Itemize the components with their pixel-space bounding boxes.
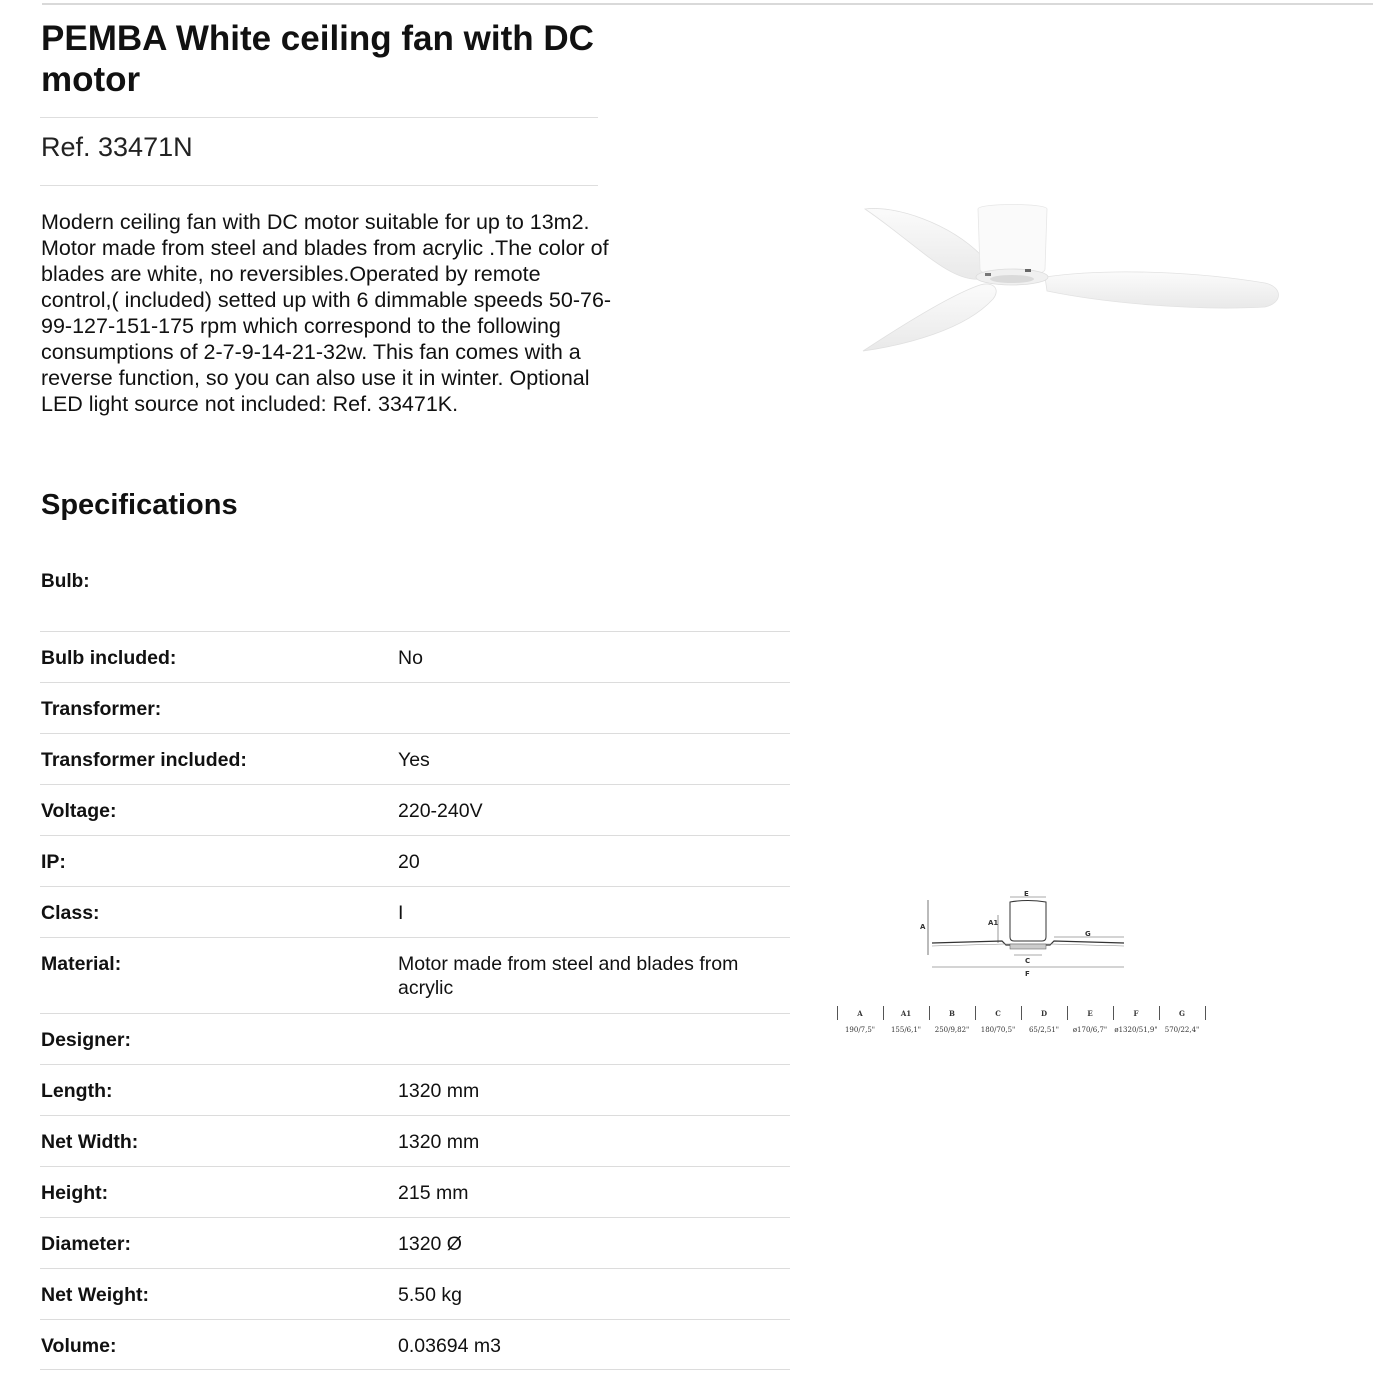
specifications-table <box>40 631 790 1370</box>
dimension-cell <box>929 1006 975 1035</box>
product-description: Modern ceiling fan with DC motor suitable for up to 13m2. Motor made from steel and blades from acrylic .The color of blades are white, no reversibles.Operated by remote control,( included) setted up with 6 dimmable speeds 50-76-99-127-151-175 rpm which correspond to the following consumptions of 2-7-9-14-21-32w. This fan comes with a reverse function, so you can also use it in winter. Optional LED light source not included: Ref. 33471K. <box>41 210 612 416</box>
spec-label: Transformer included: <box>41 749 247 771</box>
spec-value: 0.03694 m3 <box>398 1335 501 1357</box>
dimension-letter: F <box>1133 1009 1139 1018</box>
spec-row <box>40 1013 790 1064</box>
spec-value: 1320 Ø <box>398 1233 462 1255</box>
product-title: PEMBA White ceiling fan with DC motor <box>41 19 594 99</box>
spec-row <box>40 1064 790 1115</box>
specifications-heading: Specifications <box>41 489 238 521</box>
dimension-cell <box>1067 1006 1113 1035</box>
dimension-cell <box>1021 1006 1067 1035</box>
spec-value: I <box>398 902 404 924</box>
top-divider <box>42 3 1373 5</box>
spec-row <box>40 1319 790 1370</box>
dimension-tick <box>837 1006 838 1020</box>
spec-row <box>40 1115 790 1166</box>
spec-value: 1320 mm <box>398 1080 480 1102</box>
spec-row <box>40 733 790 784</box>
spec-value: Motor made from steel and blades from acrylic <box>398 953 739 999</box>
spec-value: 5.50 kg <box>398 1284 462 1306</box>
spec-value <box>398 1028 790 1064</box>
dimension-letter: D <box>1040 1009 1048 1018</box>
divider <box>40 185 598 186</box>
fan-dimension-diagram <box>918 885 1133 980</box>
spec-label: Bulb included: <box>41 647 177 669</box>
spec-row <box>40 1166 790 1217</box>
spec-value: No <box>398 647 423 669</box>
divider <box>40 117 598 118</box>
spec-value: 220-240V <box>398 800 483 822</box>
spec-row <box>40 1268 790 1319</box>
dimension-tick <box>883 1006 884 1020</box>
diagram-label-a: A <box>920 923 926 931</box>
diagram-label-c: C <box>1025 957 1031 965</box>
dimension-value: 155/6,1" <box>890 1026 922 1034</box>
spec-value: 1320 mm <box>398 1131 480 1153</box>
dimension-tick <box>1205 1006 1206 1020</box>
dimension-tick <box>975 1006 976 1020</box>
dimension-value: 570/22,4" <box>1164 1026 1200 1034</box>
dimension-letter: E <box>1087 1009 1093 1018</box>
spec-label: Net Weight: <box>41 1284 149 1306</box>
spec-label: Length: <box>41 1080 113 1102</box>
diagram-label-g: G <box>1085 930 1091 938</box>
spec-row <box>40 886 790 937</box>
spec-row <box>40 682 790 733</box>
dimension-tick <box>1113 1006 1114 1020</box>
spec-row <box>40 937 790 1013</box>
dimension-tick <box>1067 1006 1068 1020</box>
spec-row <box>40 784 790 835</box>
dimension-letter: C <box>995 1009 1001 1018</box>
dimension-letter: A1 <box>900 1009 912 1018</box>
dimension-letter: B <box>949 1009 955 1018</box>
dimension-value: 190/7,5" <box>844 1026 876 1034</box>
dimension-value: 180/70,5" <box>980 1026 1016 1034</box>
spec-row <box>40 631 790 682</box>
spec-label: Transformer: <box>41 698 162 720</box>
spec-label: Voltage: <box>41 800 117 822</box>
spec-value: 20 <box>398 851 420 873</box>
dimension-value: ø170/6,7" <box>1072 1026 1108 1034</box>
dimension-table <box>837 1006 1205 1036</box>
dimension-cell <box>975 1006 1021 1035</box>
spec-label: Height: <box>41 1182 109 1204</box>
spec-label: Diameter: <box>41 1233 131 1255</box>
spec-value: 215 mm <box>398 1182 469 1204</box>
diagram-label-e: E <box>1024 890 1029 898</box>
spec-label: Material: <box>41 953 122 975</box>
spec-label: Designer: <box>41 1029 131 1051</box>
dimension-value: 65/2,51" <box>1028 1026 1060 1034</box>
spec-value <box>398 697 790 733</box>
fan-image <box>855 195 1285 365</box>
product-ref: Ref. 33471N <box>41 132 193 162</box>
dimension-letter: G <box>1179 1009 1185 1018</box>
dimension-tick <box>1159 1006 1160 1020</box>
spec-label: Net Width: <box>41 1131 139 1153</box>
spec-label: IP: <box>41 851 66 873</box>
diagram-label-f: F <box>1025 970 1030 978</box>
spec-label: Class: <box>41 902 100 924</box>
bulb-label: Bulb: <box>41 571 90 592</box>
dimension-value: 250/9,82" <box>934 1026 970 1034</box>
dimension-letter: A <box>857 1009 863 1018</box>
dimension-cell <box>1159 1006 1205 1035</box>
diagram-label-a1: A1 <box>988 919 999 927</box>
spec-row <box>40 835 790 886</box>
dimension-cell <box>1113 1006 1159 1035</box>
dimension-tick <box>929 1006 930 1020</box>
dimension-cell <box>837 1006 883 1035</box>
dimension-tick <box>1021 1006 1022 1020</box>
dimension-cell <box>883 1006 929 1035</box>
dimension-value: ø1320/51,9" <box>1114 1026 1158 1034</box>
spec-label: Volume: <box>41 1335 117 1357</box>
spec-row <box>40 1217 790 1268</box>
spec-value: Yes <box>398 749 430 771</box>
